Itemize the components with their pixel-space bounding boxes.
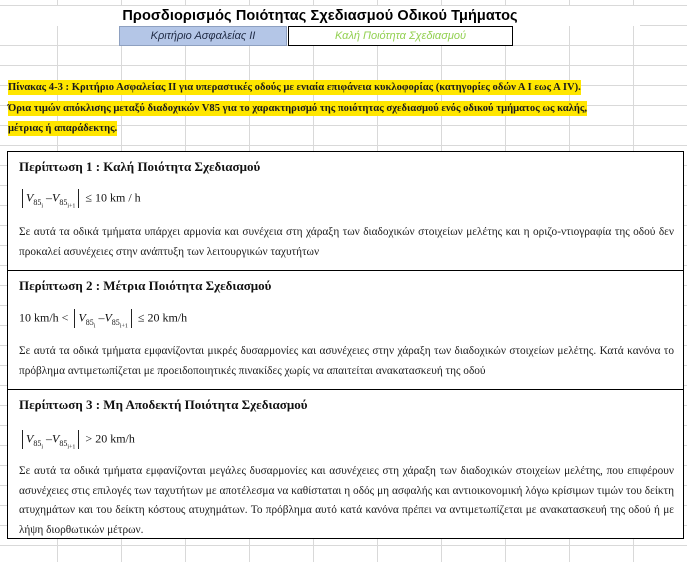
- abs-bar-right: [78, 430, 79, 449]
- caption-line-3: μέτριας ή απαράδεκτης.: [8, 123, 118, 134]
- case-2-description: Σε αυτά τα οδικά τμήματα εμφανίζονται μικρές δυσαρμονίες και ασυνέχειες στην χάραξη των διαδοχικών στοιχείων μελέτης. Κατά κανόνα το πρόβλημα αντιμετωπίζεται με προειδοποιητικές πινακίδες χωρίς να απαιτείται ανακατασκευή της οδού: [19, 345, 674, 377]
- case-3-heading: Περίπτωση 3 : Μη Αποδεκτή Ποιότητα Σχεδιασμού: [19, 397, 308, 412]
- case-1-row: [8, 152, 683, 271]
- quality-result-cell[interactable]: Καλή Ποιότητα Σχεδιασμού: [288, 26, 513, 46]
- case-1-formula: $V_{85_i}$ $-V_{85_{i+1}} \le 10$ km / h: [19, 189, 141, 209]
- case-3-description: Σε αυτά τα οδικά τμήματα εμφανίζονται μεγάλες δυσαρμονίες και ασυνέχειες στη χάραξη των διαδοχικών στοιχείων μελέτης, που επιφέρουν ασυνέχειες στις επιλογές των ταχυτήτων με αποτέλεσμα να καθίσταται η οδός μη ασφαλής και αντιοικονομική λόγω κρίσιμων τιμών του δείκτη ατυχημάτων και του δείκτη κόστους ατυχημάτων. Το πρόβλημα αυτό κατά κανόνα πρέπει να αντιμετωπίζεται με ανακατασκευή της οδού ή με λήψη διορθωτικών μέτρων.: [19, 465, 674, 536]
- case-3-threshold: > 20 km/h: [85, 431, 135, 446]
- case-1-threshold: ≤ 10 km / h: [85, 190, 141, 205]
- case-2-threshold: ≤ 20 km/h: [137, 310, 188, 325]
- abs-bar-right: [131, 309, 132, 328]
- criterion-cell[interactable]: Κριτήριο Ασφαλείας ΙΙ: [119, 26, 287, 46]
- abs-bar-left: [22, 430, 23, 449]
- case-3-formula: $V_{85_i}$ $-V_{85_{i+1}} > 20$ km/h: [19, 430, 135, 450]
- cases-table: [7, 151, 684, 539]
- caption-line-1: Πίνακας 4-3 : Κριτήριο Ασφαλείας ΙΙ για υπεραστικές οδούς με ενιαία επιφάνεια κυκλοφορίας (κατηγορίες οδών Α Ι εως Α IV).: [8, 82, 581, 93]
- case-2-row: [8, 271, 683, 390]
- abs-bar-right: [78, 189, 79, 208]
- abs-bar-left: [74, 309, 75, 328]
- title-text: Προσδιορισμός Ποιότητας Σχεδιασμού Οδικού Τμήματος: [118, 6, 521, 26]
- case-2-heading: Περίπτωση 2 : Μέτρια Ποιότητα Σχεδιασμού: [19, 278, 272, 293]
- sheet-title: [0, 6, 640, 26]
- caption-line-2: Όρια τιμών απόκλισης μεταξύ διαδοχικών V85 για το χαρακτηρισμό της ποιότητας σχεδιασμού ενός οδικού τμήματος ως καλής,: [8, 102, 588, 114]
- case-2-lower-bound: 10 km/h <: [19, 310, 69, 325]
- case-1-heading: Περίπτωση 1 : Καλή Ποιότητα Σχεδιασμού: [19, 159, 261, 174]
- abs-bar-left: [22, 189, 23, 208]
- case-1-description: Σε αυτά τα οδικά τμήματα υπάρχει αρμονία και συνέχεια στη χάραξη των διαδοχικών στοιχείων μελέτης και η οριζο-ντιογραφία της οδού δεν προκαλεί ασυνέχειες στην ανάπτυξη των λειτουργικών ταχυτήτων: [19, 226, 674, 258]
- case-3-row: [8, 390, 683, 538]
- table-caption: [8, 78, 684, 140]
- case-2-formula: 10 $km/h < V_{85_i}$ $-V_{85_{i+1}} \le 20$ km/h: [19, 310, 188, 330]
